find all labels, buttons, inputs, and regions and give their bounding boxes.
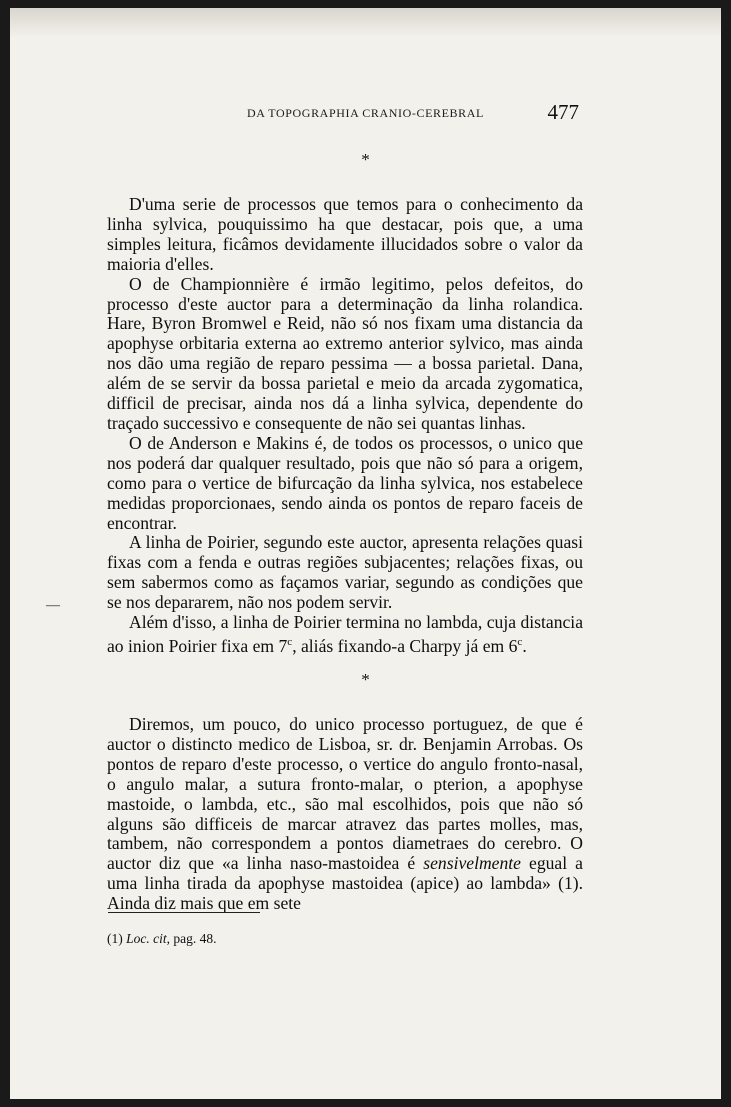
section-separator-top: * xyxy=(361,150,370,169)
section-2-text xyxy=(107,715,583,914)
superscript: c xyxy=(517,635,523,648)
paragraph: A linha de Poirier, segundo este auctor, apresenta relações quasi fixas com a fenda e outras regiões subjacentes; relações fixas, ou sem sabermos como as façamos variar, segundo as condições que se nos depararem, não nos podem servir. xyxy=(107,532,583,613)
page-number: 477 xyxy=(547,100,579,124)
footnote xyxy=(107,931,217,947)
superscript: c xyxy=(287,635,293,648)
page-header xyxy=(10,100,721,140)
text-run: Diremos, um pouco, do unico processo portuguez, de que é auctor o distincto medico de Lisboa, sr. dr. Benjamin Arrobas. Os pontos de reparo d'este processo, o vertice do angulo fronto-nasal, o angulo malar, a sutura fronto-malar, o pterion, a apophyse mastoide, o lambda, etc., são mal escolhidos, pois que não só alguns são difficeis de marcar atravez das partes molles, mas, tambem, não correspondem a pontos diametraes do cerebro. O auctor diz que «a linha naso-mastoidea é xyxy=(107,714,583,874)
running-title: DA TOPOGRAPHIA CRANIO-CEREBRAL xyxy=(247,106,484,120)
text-run: , aliás fixando-a Charpy já em 6 xyxy=(292,635,518,656)
text-run: . xyxy=(522,635,527,656)
text-run: egual a uma linha tirada da apophyse mastoidea (apice) ao lambda» (1). Ainda diz mais que em sete xyxy=(107,853,583,914)
text-run: Além d'isso, a linha de Poirier termina no lambda, cuja distancia ao inion Poirier fixa em 7 xyxy=(107,612,583,656)
section-1-text xyxy=(107,195,583,657)
margin-mark: — xyxy=(46,598,60,613)
paragraph: D'uma serie de processos que temos para o conhecimento da linha sylvica, pouquissimo ha que destacar, pois que, a uma simples leitura, ficâmos devidamente illucidados sobre o valor da maioria d'elles. xyxy=(107,194,583,274)
paragraph xyxy=(107,715,583,914)
footnote-marker: (1) xyxy=(107,931,123,946)
section-separator-middle: * xyxy=(361,670,370,689)
paragraph: O de Anderson e Makins é, de todos os processos, o unico que nos poderá dar qualquer resultado, pois que não só para a origem, como para o vertice de bifurcação da linha sylvica, nos estabelece medidas proporcionaes, sendo ainda os pontos de reparo faceis de encontrar. xyxy=(107,432,583,533)
footnote-rule xyxy=(108,912,260,913)
paragraph: O de Championnière é irmão legitimo, pelos defeitos, do processo d'este auctor para a determinação da linha rolandica. Hare, Byron Bromwel e Reid, não só nos fixam uma distancia da apophyse orbitaria externa ao extremo anterior sylvico, mas ainda nos dão uma região de reparo pessima — a bossa parietal. Dana, além de se servir da bossa parietal e meio da arcada zygomatica, difficil de precisar, ainda nos dá a linha sylvica, dependente do traçado successivo e consequente de não sei quantas linhas. xyxy=(107,273,583,433)
italic-word: sensivelmente xyxy=(423,853,521,874)
footnote-page: , pag. 48. xyxy=(166,931,217,946)
paragraph-last xyxy=(107,613,583,657)
book-page xyxy=(10,8,721,1099)
footnote-reference: Loc. cit xyxy=(126,931,167,946)
page-edge-shadow xyxy=(10,8,721,38)
